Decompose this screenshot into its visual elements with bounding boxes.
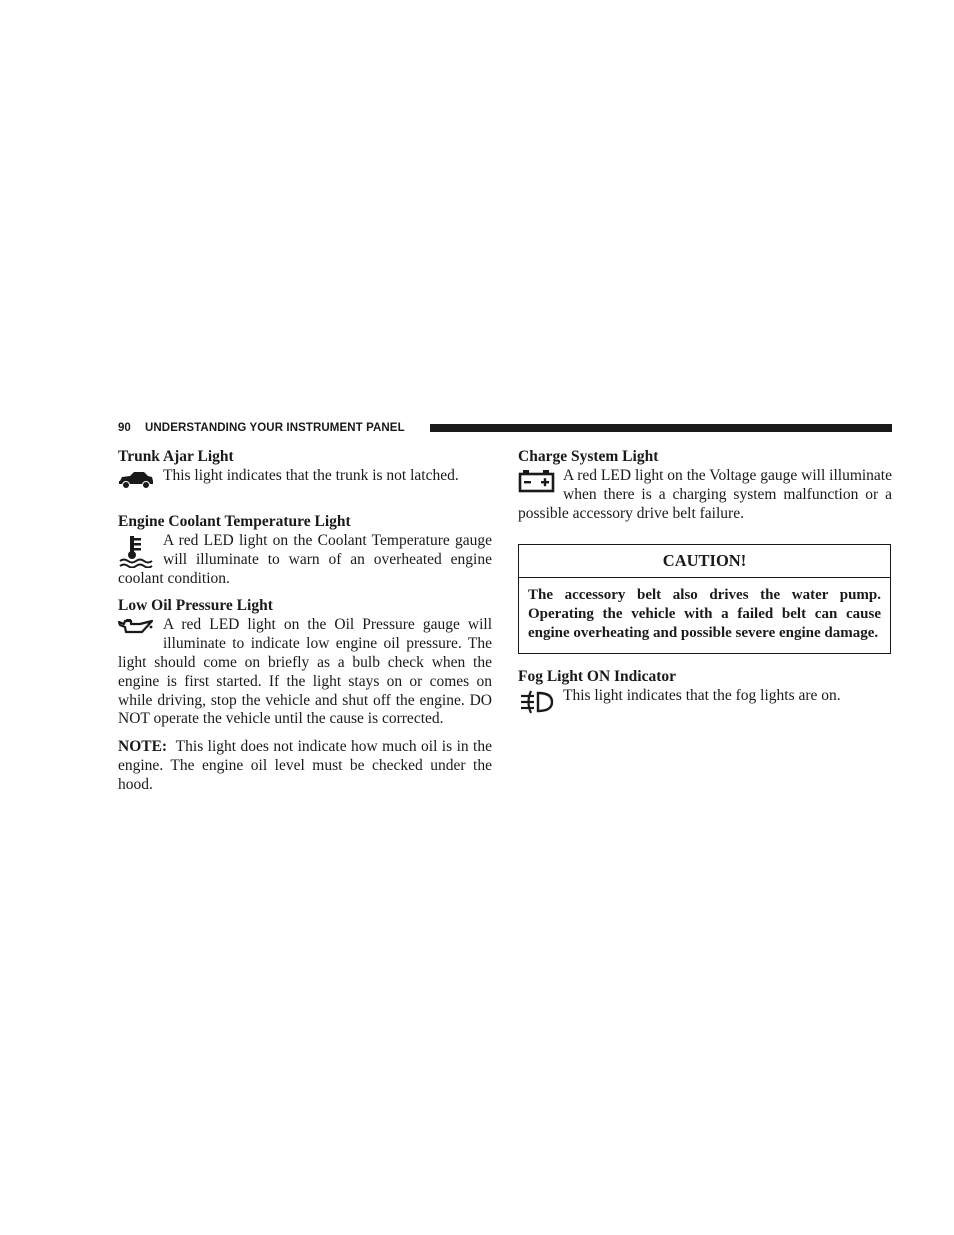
oil-can-icon [118, 618, 158, 638]
trunk-ajar-section [118, 448, 492, 495]
trunk-ajar-heading: Trunk Ajar Light [118, 448, 234, 465]
coolant-section [118, 513, 492, 588]
fog-light-icon [518, 689, 558, 715]
car-icon [118, 469, 158, 495]
section-title: UNDERSTANDING YOUR INSTRUMENT PANEL [145, 422, 405, 434]
left-column [118, 448, 492, 795]
fog-light-heading: Fog Light ON Indicator [518, 668, 677, 686]
coolant-text: A red LED light on the Coolant Temperature gauge will illuminate to warn of an overheated engine coolant condition. [118, 532, 492, 587]
caution-text: The accessory belt also drives the water pump. Operating the vehicle with a failed belt can cause engine overheating and possible severe engine damage. [528, 587, 881, 642]
charge-system-heading: Charge System Light [518, 448, 659, 465]
header-rule [430, 424, 892, 432]
oil-pressure-text: A red LED light on the Oil Pressure gauge will illuminate to indicate low engine oil pressure. The light should come on briefly as a bulb check when the engine is first started. If the light stays on or comes on while driving, stop the vehicle and shut off the engine. DO NOT operate the vehicle until the cause is corrected. [118, 616, 492, 728]
trunk-ajar-text: This light indicates that the trunk is not latched. [163, 467, 459, 484]
page-header [118, 421, 892, 435]
caution-title: CAUTION! [519, 545, 890, 578]
battery-icon [518, 469, 558, 495]
note-text: This light does not indicate how much oil is in the engine. The engine oil level must be checked under the hood. [118, 738, 492, 793]
coolant-temperature-icon [118, 534, 158, 568]
fog-light-text: This light indicates that the fog lights are on. [563, 687, 841, 705]
charge-system-text: A red LED light on the Voltage gauge will illuminate when there is a charging system malfunction or a possible accessory drive belt failure. [518, 467, 892, 522]
page-number: 90 [118, 422, 131, 434]
coolant-heading: Engine Coolant Temperature Light [118, 513, 351, 530]
fog-light-section [518, 668, 892, 715]
right-column [518, 448, 892, 715]
note-label: NOTE: [118, 738, 168, 756]
oil-pressure-section [118, 597, 492, 729]
charge-system-section [518, 448, 892, 523]
caution-box [518, 544, 891, 654]
oil-pressure-heading: Low Oil Pressure Light [118, 597, 273, 615]
note-paragraph [118, 738, 492, 794]
